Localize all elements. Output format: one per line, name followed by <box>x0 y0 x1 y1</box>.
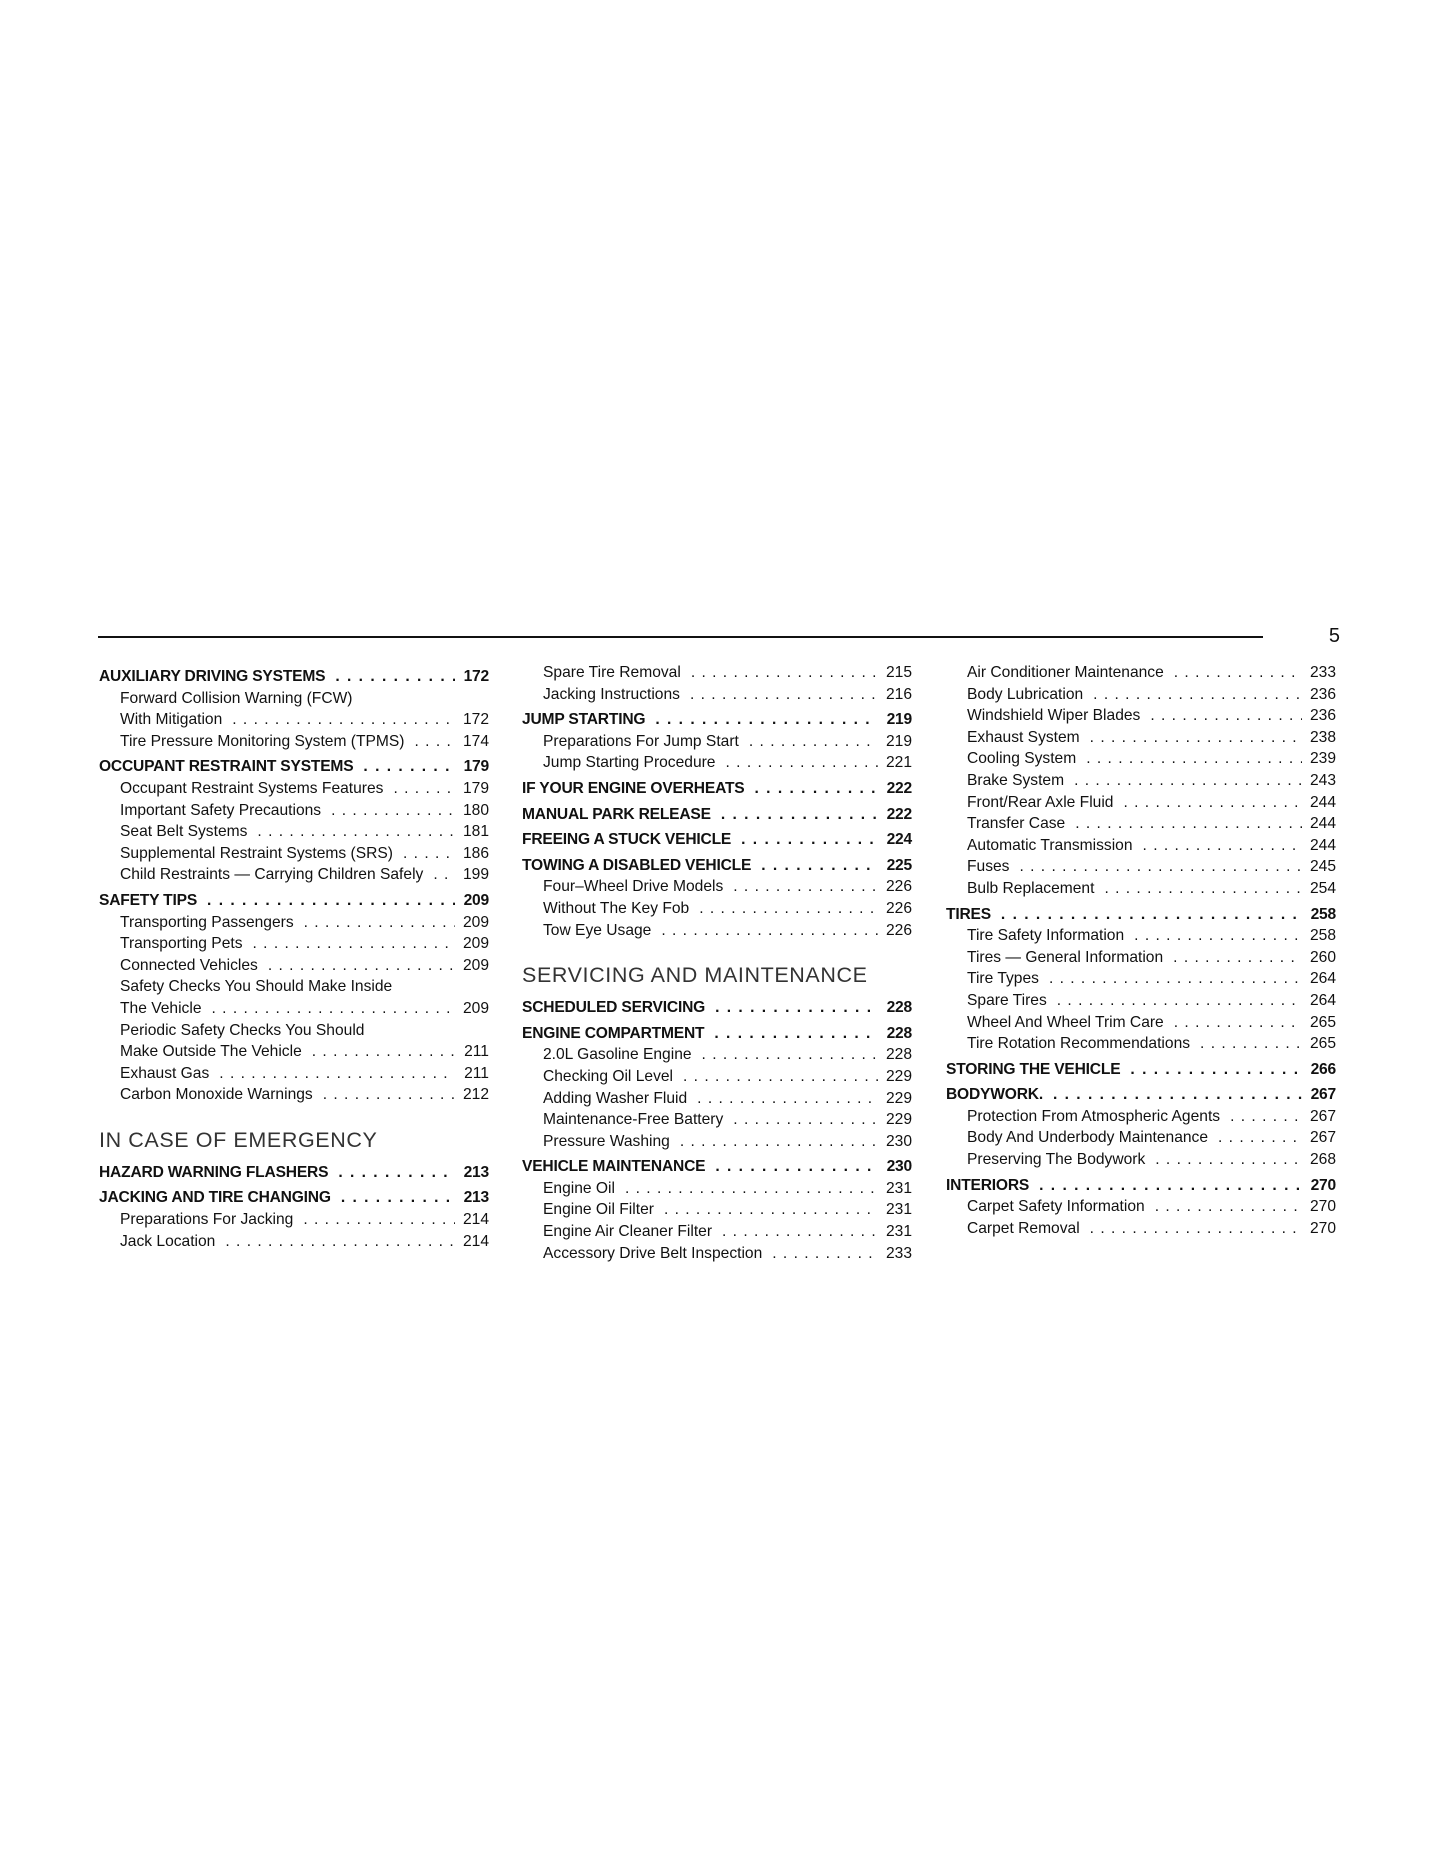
entry-page: 221 <box>885 754 912 772</box>
entry-title: Child Restraints — Carrying Children Safely <box>120 866 424 884</box>
dot-leader <box>1218 1127 1302 1149</box>
entry-page: 209 <box>462 913 489 931</box>
dot-leader <box>1001 904 1302 926</box>
dot-leader <box>722 1221 878 1243</box>
toc-column-2 <box>522 662 912 1264</box>
dot-leader <box>1039 1175 1302 1197</box>
entry-page: 233 <box>1309 664 1336 681</box>
toc-section-entry <box>99 890 489 912</box>
entry-page: 186 <box>462 844 489 862</box>
toc-entry <box>946 1127 1336 1149</box>
entry-title: Forward Collision Warning (FCW) <box>120 689 353 707</box>
entry-page: 213 <box>463 1163 489 1181</box>
section-heading: IN CASE OF EMERGENCY <box>99 1127 378 1152</box>
entry-page: 258 <box>1310 905 1336 923</box>
entry-page: 238 <box>1309 728 1336 746</box>
entry-title: Exhaust Gas <box>120 1064 210 1082</box>
toc-entry <box>99 912 489 934</box>
entry-page: 270 <box>1310 1176 1336 1194</box>
entry-page: 229 <box>885 1111 912 1129</box>
entry-title: VEHICLE MAINTENANCE <box>522 1158 706 1176</box>
entry-page: 245 <box>1309 858 1336 876</box>
toc-entry <box>522 684 912 706</box>
entry-page: 214 <box>462 1232 489 1250</box>
toc-entry <box>99 688 489 710</box>
entry-page: 211 <box>464 1064 489 1082</box>
toc-entry <box>99 821 489 843</box>
dot-leader <box>721 804 878 826</box>
toc-entry <box>522 731 912 753</box>
toc-entry <box>946 856 1336 878</box>
entry-page: 172 <box>462 711 489 729</box>
entry-page: 244 <box>1309 836 1336 854</box>
toc-section-entry <box>522 778 912 800</box>
toc-entry <box>99 709 489 731</box>
dot-leader <box>1155 1149 1302 1171</box>
dot-leader <box>699 898 878 920</box>
entry-title: Jack Location <box>120 1232 216 1250</box>
entry-page: 228 <box>886 1024 912 1042</box>
toc-section-entry <box>522 855 912 877</box>
toc-entry <box>522 1199 912 1221</box>
entry-page: 244 <box>1309 815 1336 833</box>
toc-entry <box>99 864 489 886</box>
toc-entry <box>946 1149 1336 1171</box>
dot-leader <box>683 1066 878 1088</box>
dot-leader <box>1143 835 1302 857</box>
entry-title: Pressure Washing <box>543 1132 670 1150</box>
toc-entry <box>522 1109 912 1131</box>
dot-leader <box>341 1187 455 1209</box>
page-number: 5 <box>1328 625 1340 647</box>
entry-page: 267 <box>1309 1107 1336 1125</box>
dot-leader <box>1150 705 1302 727</box>
toc-entry <box>946 835 1336 857</box>
dot-leader <box>207 890 455 912</box>
entry-page: 228 <box>885 1046 912 1064</box>
toc-entry <box>946 925 1336 947</box>
dot-leader <box>691 662 878 684</box>
entry-title: Transporting Passengers <box>120 913 294 931</box>
entry-title: IF YOUR ENGINE OVERHEATS <box>522 779 745 797</box>
dot-leader <box>1090 1218 1302 1240</box>
toc-entry <box>946 748 1336 770</box>
toc-entry <box>946 1218 1336 1240</box>
toc-section-entry <box>522 829 912 851</box>
entry-title: Body And Underbody Maintenance <box>967 1129 1209 1147</box>
entry-page: 230 <box>886 1158 912 1176</box>
dot-leader <box>219 1063 455 1085</box>
toc-entry <box>99 955 489 977</box>
dot-leader <box>403 843 455 865</box>
dot-leader <box>225 1231 455 1253</box>
toc-section-entry <box>99 756 489 778</box>
entry-page: 172 <box>463 668 489 685</box>
toc-entry <box>946 770 1336 792</box>
entry-page: 254 <box>1309 879 1336 897</box>
dot-leader <box>690 684 878 706</box>
dot-leader <box>363 756 455 778</box>
dot-leader <box>1134 925 1302 947</box>
toc-section-entry <box>946 1059 1336 1081</box>
dot-leader <box>655 709 878 731</box>
dot-leader <box>715 1156 878 1178</box>
entry-title: Preserving The Bodywork <box>967 1151 1146 1169</box>
entry-title: SAFETY TIPS <box>99 891 198 909</box>
toc-entry <box>99 843 489 865</box>
dot-leader <box>1057 990 1302 1012</box>
entry-title: Engine Oil <box>543 1179 615 1197</box>
entry-title: Preparations For Jump Start <box>543 732 739 750</box>
dot-leader <box>331 800 455 822</box>
dot-leader <box>772 1243 878 1265</box>
dot-leader <box>1174 1012 1302 1034</box>
entry-page: 260 <box>1309 948 1336 966</box>
toc-section-entry <box>99 1162 489 1184</box>
toc-section-entry <box>946 904 1336 926</box>
entry-title: Windshield Wiper Blades <box>967 707 1141 725</box>
dot-leader <box>761 855 878 877</box>
entry-page: 270 <box>1309 1198 1336 1216</box>
entry-page: 267 <box>1309 1129 1336 1147</box>
dot-leader <box>1174 662 1302 684</box>
entry-title: Brake System <box>967 771 1065 789</box>
entry-title: BODYWORK. <box>946 1086 1043 1104</box>
entry-page: 266 <box>1310 1060 1336 1078</box>
dot-leader <box>661 920 878 942</box>
entry-page: 209 <box>462 956 489 974</box>
entry-title: Tires — General Information <box>967 948 1164 966</box>
toc-entry <box>946 968 1336 990</box>
entry-page: 230 <box>885 1132 912 1150</box>
dot-leader <box>1074 770 1302 792</box>
entry-page: 181 <box>462 823 489 841</box>
dot-leader <box>312 1041 455 1063</box>
dot-leader <box>1049 968 1302 990</box>
entry-title: Engine Air Cleaner Filter <box>543 1223 713 1241</box>
entry-page: 209 <box>463 891 489 909</box>
toc-entry <box>946 662 1336 684</box>
entry-page: 239 <box>1309 750 1336 768</box>
dot-leader <box>714 1023 878 1045</box>
entry-title: 2.0L Gasoline Engine <box>543 1046 692 1064</box>
dot-leader <box>303 1209 455 1231</box>
dot-leader <box>680 1131 878 1153</box>
dot-leader <box>1230 1106 1302 1128</box>
entry-title: Connected Vehicles <box>120 956 258 974</box>
header-rule <box>98 636 1263 638</box>
entry-title: Protection From Atmospheric Agents <box>967 1107 1221 1125</box>
dot-leader <box>664 1199 878 1221</box>
toc-entry <box>522 920 912 942</box>
entry-title: Tire Rotation Recommendations <box>967 1035 1191 1053</box>
toc-entry <box>946 727 1336 749</box>
dot-leader <box>232 709 455 731</box>
entry-title: Tire Types <box>967 970 1039 988</box>
entry-title: Jacking Instructions <box>543 685 680 703</box>
toc-section-entry <box>99 1187 489 1209</box>
dot-leader <box>433 864 455 886</box>
entry-title: JUMP STARTING <box>522 711 646 729</box>
toc-entry <box>99 1020 489 1042</box>
entry-title: MANUAL PARK RELEASE <box>522 805 711 823</box>
entry-title: Occupant Restraint Systems Features <box>120 779 384 797</box>
entry-title: Preparations For Jacking <box>120 1211 294 1229</box>
dot-leader <box>393 778 455 800</box>
entry-title: Important Safety Precautions <box>120 801 322 819</box>
entry-title: SCHEDULED SERVICING <box>522 999 706 1017</box>
entry-page: 265 <box>1309 1013 1336 1031</box>
entry-title: HAZARD WARNING FLASHERS <box>99 1163 329 1181</box>
toc-entry <box>522 662 912 684</box>
section-heading: SERVICING AND MAINTENANCE <box>522 963 868 988</box>
dot-leader <box>715 997 878 1019</box>
entry-page: 226 <box>885 899 912 917</box>
toc-column-1 <box>99 662 489 1252</box>
entry-title: Spare Tires <box>967 991 1047 1009</box>
entry-title: Maintenance-Free Battery <box>543 1111 724 1129</box>
toc-entry <box>522 1243 912 1265</box>
toc-entry <box>946 1196 1336 1218</box>
dot-leader <box>1090 727 1302 749</box>
dot-leader <box>1155 1196 1302 1218</box>
entry-title: STORING THE VEHICLE <box>946 1060 1121 1078</box>
dot-leader <box>1104 878 1302 900</box>
dot-leader <box>1086 748 1302 770</box>
toc-section-entry <box>522 804 912 826</box>
entry-page: 264 <box>1309 991 1336 1009</box>
toc-entry <box>946 1012 1336 1034</box>
entry-title: Carbon Monoxide Warnings <box>120 1086 313 1104</box>
entry-title: JACKING AND TIRE CHANGING <box>99 1189 331 1207</box>
toc-section-entry <box>99 666 489 688</box>
toc-entry <box>946 1033 1336 1055</box>
entry-page: 216 <box>885 685 912 703</box>
entry-title: Make Outside The Vehicle <box>120 1043 302 1061</box>
entry-title: Automatic Transmission <box>967 836 1133 854</box>
entry-title: Supplemental Restraint Systems (SRS) <box>120 844 393 862</box>
dot-leader <box>733 1109 878 1131</box>
dot-leader <box>304 912 455 934</box>
dot-leader <box>1075 813 1302 835</box>
entry-page: 219 <box>886 711 912 729</box>
toc-entry <box>522 1088 912 1110</box>
toc-entry <box>946 705 1336 727</box>
dot-leader <box>741 829 878 851</box>
toc-entry <box>99 1084 489 1106</box>
entry-title: The Vehicle <box>120 999 202 1017</box>
dot-leader <box>253 933 456 955</box>
entry-title: Cooling System <box>967 750 1077 768</box>
entry-page: 233 <box>885 1244 912 1262</box>
dot-leader <box>1053 1084 1302 1106</box>
entry-title: Adding Washer Fluid <box>543 1089 688 1107</box>
dot-leader <box>323 1084 455 1106</box>
dot-leader <box>1019 856 1302 878</box>
toc-entry <box>99 976 489 998</box>
entry-page: 270 <box>1309 1219 1336 1237</box>
toc-entry <box>99 731 489 753</box>
entry-title: Periodic Safety Checks You Should <box>120 1021 365 1039</box>
dot-leader <box>749 731 878 753</box>
entry-page: 215 <box>885 664 912 681</box>
entry-title: Fuses <box>967 858 1010 876</box>
entry-page: 229 <box>885 1089 912 1107</box>
toc-column-3 <box>946 662 1336 1239</box>
dot-leader <box>1130 1059 1302 1081</box>
toc-section-entry <box>946 1175 1336 1197</box>
entry-page: 236 <box>1309 707 1336 725</box>
entry-page: 214 <box>462 1211 489 1229</box>
dot-leader <box>625 1178 878 1200</box>
toc-section-entry <box>522 1023 912 1045</box>
entry-page: 229 <box>885 1067 912 1085</box>
entry-page: 225 <box>886 856 912 874</box>
toc-entry <box>99 800 489 822</box>
entry-page: 228 <box>886 999 912 1017</box>
entry-title: Four–Wheel Drive Models <box>543 878 724 896</box>
entry-page: 222 <box>886 779 912 797</box>
entry-page: 222 <box>886 805 912 823</box>
entry-title: ENGINE COMPARTMENT <box>522 1024 705 1042</box>
entry-title: Tire Safety Information <box>967 927 1125 945</box>
toc-entry <box>522 898 912 920</box>
entry-page: 231 <box>885 1201 912 1219</box>
entry-title: Carpet Safety Information <box>967 1198 1145 1216</box>
dot-leader <box>1200 1033 1302 1055</box>
toc-section-entry <box>522 1156 912 1178</box>
entry-title: Body Lubrication <box>967 685 1084 703</box>
dot-leader <box>257 821 455 843</box>
dot-leader <box>415 731 455 753</box>
entry-title: Tow Eye Usage <box>543 921 652 939</box>
entry-title: Jump Starting Procedure <box>543 754 716 772</box>
entry-title: Safety Checks You Should Make Inside <box>120 978 393 996</box>
toc-entry <box>99 933 489 955</box>
entry-title: Seat Belt Systems <box>120 823 248 841</box>
entry-title: Bulb Replacement <box>967 879 1095 897</box>
entry-title: AUXILIARY DRIVING SYSTEMS <box>99 668 326 685</box>
toc-entry <box>946 792 1336 814</box>
dot-leader <box>1173 947 1302 969</box>
entry-page: 264 <box>1309 970 1336 988</box>
toc-entry <box>99 1041 489 1063</box>
entry-page: 268 <box>1309 1151 1336 1169</box>
entry-page: 236 <box>1309 685 1336 703</box>
entry-title: TOWING A DISABLED VEHICLE <box>522 856 752 874</box>
entry-page: 231 <box>885 1179 912 1197</box>
entry-title: Front/Rear Axle Fluid <box>967 793 1114 811</box>
entry-title: Checking Oil Level <box>543 1067 674 1085</box>
entry-title: Spare Tire Removal <box>543 664 681 681</box>
entry-title: Without The Key Fob <box>543 899 690 917</box>
toc-entry <box>99 1231 489 1253</box>
entry-title: TIRES <box>946 905 991 923</box>
toc-entry <box>522 1221 912 1243</box>
entry-page: 226 <box>885 921 912 939</box>
toc-entry <box>522 1066 912 1088</box>
entry-title: Transfer Case <box>967 815 1066 833</box>
entry-title: Air Conditioner Maintenance <box>967 664 1164 681</box>
toc-entry <box>99 1063 489 1085</box>
entry-page: 212 <box>462 1086 489 1104</box>
entry-title: Engine Oil Filter <box>543 1201 654 1219</box>
entry-title: FREEING A STUCK VEHICLE <box>522 831 732 849</box>
entry-page: 265 <box>1309 1035 1336 1053</box>
dot-leader <box>733 876 878 898</box>
dot-leader <box>702 1044 878 1066</box>
entry-page: 267 <box>1310 1086 1336 1104</box>
entry-page: 219 <box>885 732 912 750</box>
toc-entry <box>946 813 1336 835</box>
entry-title: OCCUPANT RESTRAINT SYSTEMS <box>99 758 354 776</box>
entry-page: 199 <box>462 866 489 884</box>
entry-title: Exhaust System <box>967 728 1080 746</box>
dot-leader <box>755 778 879 800</box>
dot-leader <box>268 955 455 977</box>
entry-page: 180 <box>462 801 489 819</box>
entry-page: 209 <box>462 999 489 1017</box>
dot-leader <box>1093 684 1302 706</box>
toc-entry <box>522 1178 912 1200</box>
toc-entry <box>522 1131 912 1153</box>
toc-entry <box>522 1044 912 1066</box>
toc-entry <box>522 752 912 774</box>
entry-page: 244 <box>1309 793 1336 811</box>
toc-entry <box>99 778 489 800</box>
entry-title: Accessory Drive Belt Inspection <box>543 1244 763 1262</box>
toc-section-entry <box>522 997 912 1019</box>
toc-entry <box>946 990 1336 1012</box>
toc-entry <box>946 684 1336 706</box>
entry-page: 231 <box>885 1223 912 1241</box>
toc-entry <box>946 878 1336 900</box>
entry-title: INTERIORS <box>946 1176 1030 1194</box>
entry-page: 211 <box>464 1043 489 1061</box>
toc-entry <box>946 1106 1336 1128</box>
toc-entry <box>99 1209 489 1231</box>
entry-title: Carpet Removal <box>967 1219 1080 1237</box>
entry-page: 226 <box>885 878 912 896</box>
entry-page: 243 <box>1309 771 1336 789</box>
toc-entry <box>99 998 489 1020</box>
toc-section-entry <box>946 1084 1336 1106</box>
entry-title: Transporting Pets <box>120 935 243 953</box>
dot-leader <box>1123 792 1302 814</box>
entry-page: 209 <box>462 935 489 953</box>
toc-section-entry <box>522 709 912 731</box>
dot-leader <box>212 998 456 1020</box>
entry-title: With Mitigation <box>120 711 223 729</box>
entry-page: 224 <box>886 831 912 849</box>
toc-entry <box>522 876 912 898</box>
dot-leader <box>725 752 878 774</box>
entry-page: 179 <box>462 779 489 797</box>
toc-entry <box>946 947 1336 969</box>
entry-title: Wheel And Wheel Trim Care <box>967 1013 1164 1031</box>
entry-page: 174 <box>462 732 489 750</box>
entry-page: 258 <box>1309 927 1336 945</box>
dot-leader <box>338 1162 455 1184</box>
entry-title: Tire Pressure Monitoring System (TPMS) <box>120 732 405 750</box>
dot-leader <box>335 666 455 688</box>
dot-leader <box>697 1088 878 1110</box>
entry-page: 179 <box>463 758 489 776</box>
entry-page: 213 <box>463 1189 489 1207</box>
